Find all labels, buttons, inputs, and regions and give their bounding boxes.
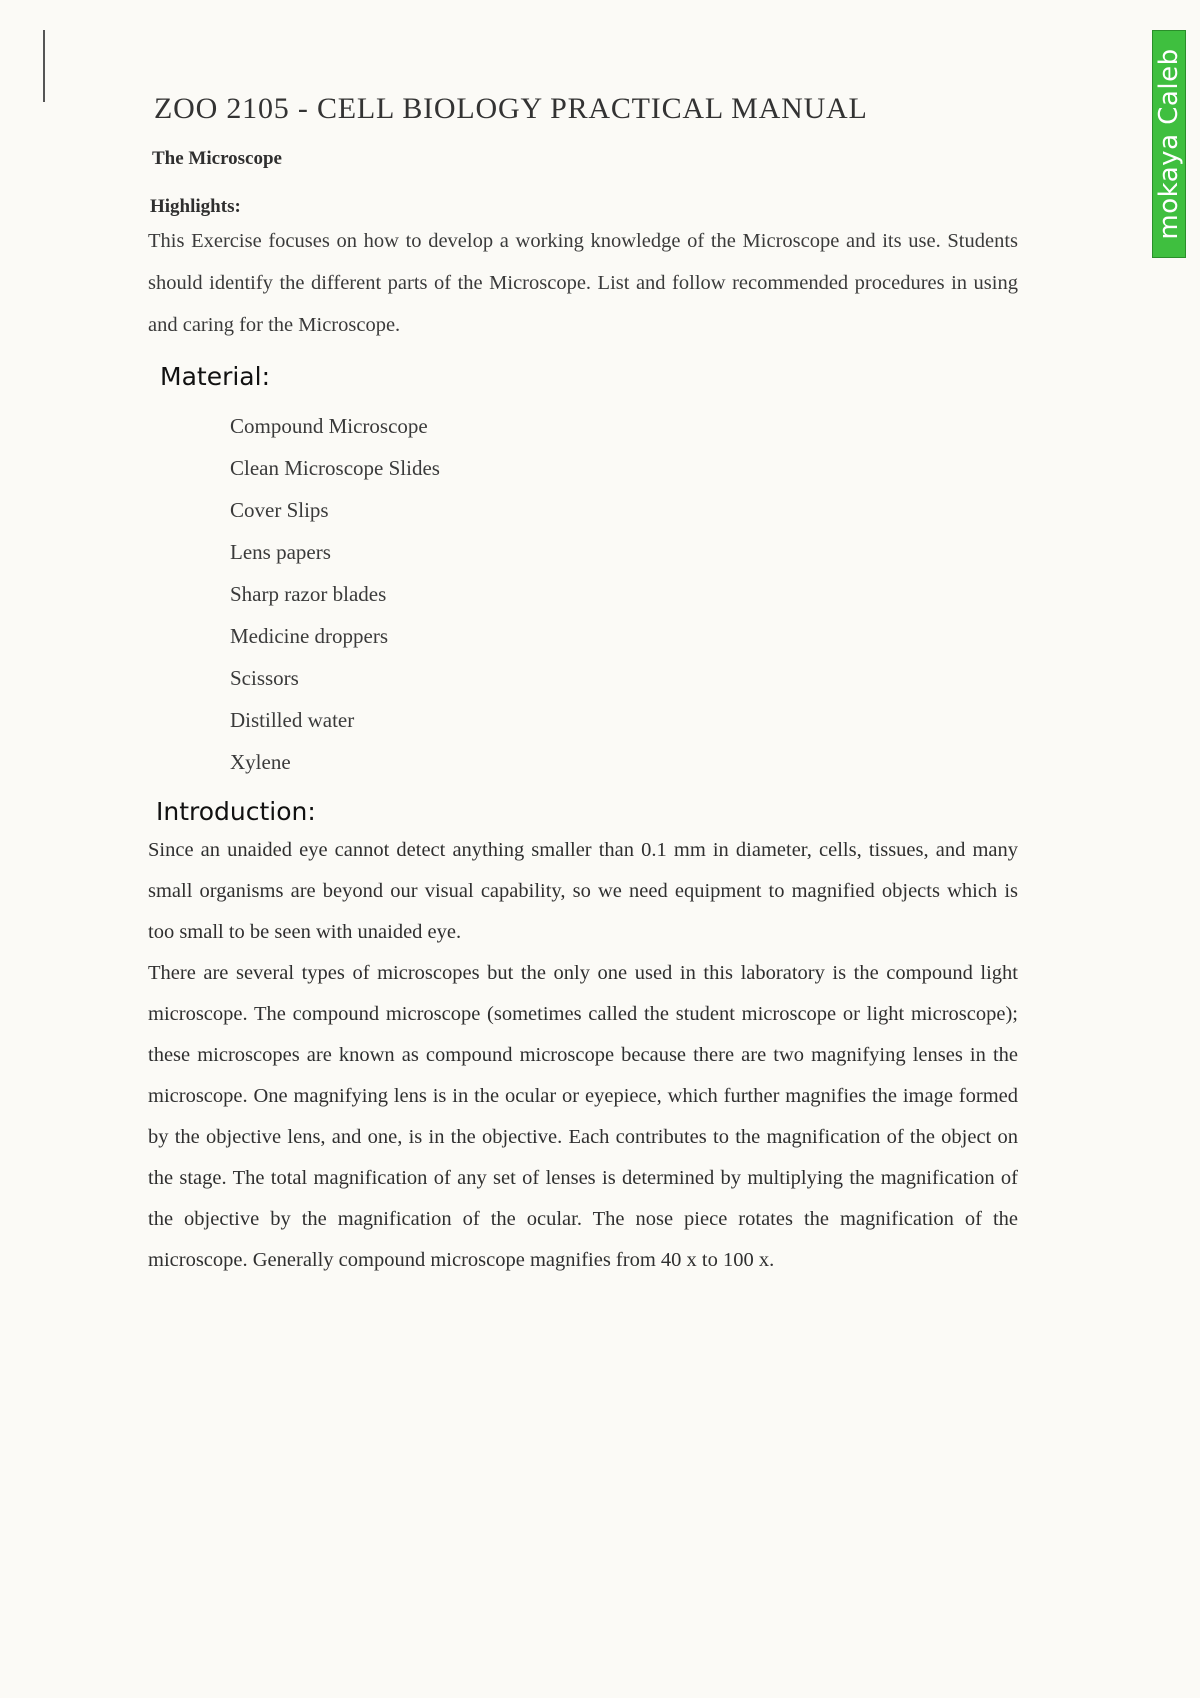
list-item: Medicine droppers — [230, 624, 389, 648]
document-title: ZOO 2105 - CELL BIOLOGY PRACTICAL MANUAL — [154, 92, 868, 125]
list-item: Clean Microscope Slides — [230, 456, 440, 480]
document-subtitle: The Microscope — [152, 148, 282, 169]
material-heading: Material: — [160, 362, 270, 391]
list-item: Compound Microscope — [230, 414, 428, 438]
highlights-heading: Highlights: — [150, 196, 241, 217]
list-item: Distilled water — [230, 708, 355, 732]
watermark-text: mokaya Caleb — [1154, 48, 1184, 240]
highlights-text: This Exercise focuses on how to develop a working knowledge of the Microscope and its use. Students should identify the different parts of the Microscope. List and follow recommended procedures in using and caring for the Microscope. — [148, 230, 1018, 336]
list-item: Xylene — [230, 750, 291, 774]
margin-mark — [43, 30, 45, 102]
introduction-paragraph: Since an unaided eye cannot detect anything smaller than 0.1 mm in diameter, cells, tissues, and many small organisms are beyond our visual capability, so we need equipment to magnified objects which is too small to be seen with unaided eye. — [148, 839, 1018, 943]
list-item: Cover Slips — [230, 498, 329, 522]
introduction-heading: Introduction: — [156, 797, 316, 826]
introduction-paragraph: There are several types of microscopes but the only one used in this laboratory is the compound light microscope. The compound microscope (sometimes called the student microscope or light microscope); these microscopes are known as compound microscope because there are two magnifying lenses in the microscope. One magnifying lens is in the ocular or eyepiece, which further magnifies the image formed by the objective lens, and one, is in the objective. Each contributes to the magnification of the object on the stage. The total magnification of any set of lenses is determined by multiplying the magnification of the objective by the magnification of the ocular. The nose piece rotates the magnification of the microscope. Generally compound microscope magnifies from 40 x to 100 x. — [148, 962, 1018, 1271]
list-item: Sharp razor blades — [230, 582, 387, 606]
list-item: Scissors — [230, 666, 299, 690]
list-item: Lens papers — [230, 540, 331, 564]
document-content — [148, 92, 1018, 1281]
materials-list — [230, 405, 1018, 783]
watermark-stamp — [1152, 30, 1186, 258]
